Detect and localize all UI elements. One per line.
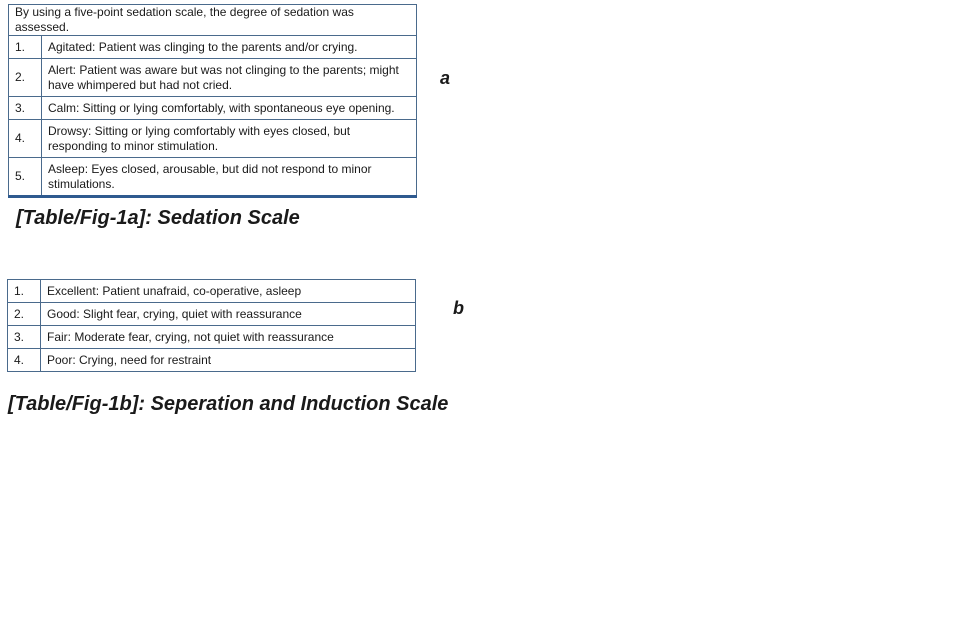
row-number: 3.: [9, 97, 42, 120]
table-row: [8, 303, 416, 326]
row-number: 1.: [9, 36, 42, 59]
table-row: [8, 326, 416, 349]
row-text: Good: Slight fear, crying, quiet with reassurance: [41, 303, 416, 326]
table-row: [9, 36, 417, 59]
row-text: Calm: Sitting or lying comfortably, with spontaneous eye opening.: [42, 97, 417, 120]
separation-induction-scale-table: [7, 279, 416, 372]
table-header-row: [9, 5, 417, 36]
table-row: [9, 120, 417, 158]
row-number: 1.: [8, 280, 41, 303]
sedation-scale-table: [8, 4, 417, 198]
table-row: [9, 97, 417, 120]
table-row: [9, 59, 417, 97]
row-number: 3.: [8, 326, 41, 349]
row-number: 2.: [9, 59, 42, 97]
figure-caption-b: [Table/Fig-1b]: Seperation and Induction Scale: [8, 393, 449, 415]
row-number: 4.: [9, 120, 42, 158]
figure-caption-a: [Table/Fig-1a]: Sedation Scale: [16, 207, 300, 229]
table-row: [8, 280, 416, 303]
row-number: 4.: [8, 349, 41, 372]
row-text: Agitated: Patient was clinging to the parents and/or crying.: [42, 36, 417, 59]
row-number: 2.: [8, 303, 41, 326]
row-text: Asleep: Eyes closed, arousable, but did not respond to minor stimulations.: [42, 158, 417, 197]
table-row: [8, 349, 416, 372]
table-header-cell: By using a five-point sedation scale, the degree of sedation was assessed.: [9, 5, 417, 36]
row-text: Excellent: Patient unafraid, co-operative, asleep: [41, 280, 416, 303]
row-text: Fair: Moderate fear, crying, not quiet with reassurance: [41, 326, 416, 349]
row-text: Alert: Patient was aware but was not clinging to the parents; might have whimpered but had not cried.: [42, 59, 417, 97]
figure-letter-b: b: [453, 298, 464, 318]
table-row: [9, 158, 417, 197]
figure-letter-a: a: [440, 68, 451, 88]
row-number: 5.: [9, 158, 42, 197]
row-text: Drowsy: Sitting or lying comfortably with eyes closed, but responding to minor stimulation.: [42, 120, 417, 158]
row-text: Poor: Crying, need for restraint: [41, 349, 416, 372]
